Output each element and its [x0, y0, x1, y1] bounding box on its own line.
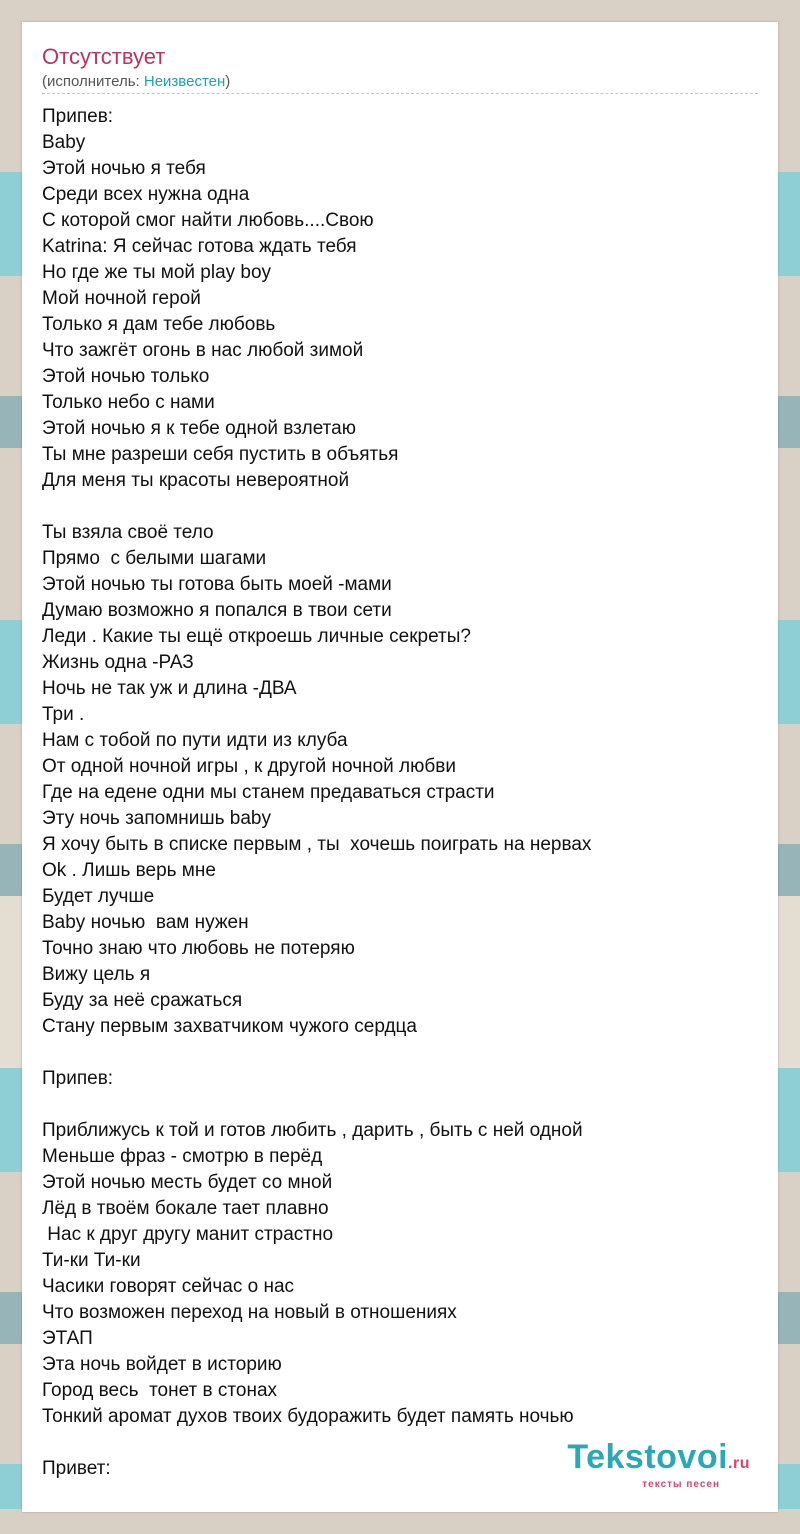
- lyric-line: Три .: [42, 704, 85, 725]
- lyric-line: [42, 494, 758, 520]
- lyric-line: Припев:: [42, 1068, 114, 1089]
- lyric-line: Baby ночью вам нужен: [42, 912, 249, 933]
- lyric-line: Эту ночь запомнишь baby: [42, 808, 271, 829]
- lyric-line: Ok . Лишь верь мне: [42, 860, 216, 881]
- site-logo[interactable]: [567, 1440, 750, 1490]
- lyrics-text: [42, 104, 758, 1482]
- lyric-line: Тонкий аромат духов твоих будоражить будет память ночью: [42, 1406, 574, 1427]
- lyric-line: Что зажгёт огонь в нас любой зимой: [42, 340, 364, 361]
- lyric-line: Припев:: [42, 106, 114, 127]
- lyric-line: От одной ночной игры , к другой ночной любви: [42, 756, 456, 777]
- artist-prefix: (исполнитель:: [42, 73, 144, 90]
- lyric-line: Жизнь одна -РАЗ: [42, 652, 194, 673]
- artist-line: [42, 73, 230, 90]
- lyric-line: Этой ночью только: [42, 366, 210, 387]
- lyric-line: Мой ночной герой: [42, 288, 201, 309]
- lyric-line: Лёд в твоём бокале тает плавно: [42, 1198, 329, 1219]
- header-divider: [42, 93, 758, 94]
- lyric-line: Этой ночью месть будет со мной: [42, 1172, 333, 1193]
- lyric-line: Ты мне разреши себя пустить в объятья: [42, 444, 399, 465]
- lyric-line: Леди . Какие ты ещё откроешь личные секреты?: [42, 626, 471, 647]
- artist-link[interactable]: Неизвестен: [143, 73, 226, 90]
- lyric-line: Прямо с белыми шагами: [42, 548, 267, 569]
- lyric-line: С которой смог найти любовь....Свою: [42, 210, 374, 231]
- lyric-line: Только небо с нами: [42, 392, 215, 413]
- lyric-line: Город весь тонет в стонах: [42, 1380, 278, 1401]
- lyric-line: Эта ночь войдет в историю: [42, 1354, 282, 1375]
- lyrics-card: [22, 22, 778, 1512]
- lyric-line: Стану первым захватчиком чужого сердца: [42, 1016, 417, 1037]
- lyric-line: Точно знаю что любовь не потеряю: [42, 938, 355, 959]
- lyric-line: Где на едене одни мы станем предаваться страсти: [42, 782, 495, 803]
- lyric-line: Привет:: [42, 1458, 111, 1479]
- lyric-line: Baby: [42, 132, 86, 153]
- logo-name: Tekstovoi: [567, 1438, 729, 1476]
- lyric-line: Среди всех нужна одна: [42, 184, 250, 205]
- lyric-line: Но где же ты мой play boy: [42, 262, 272, 283]
- lyric-line: Для меня ты красоты невероятной: [42, 470, 350, 491]
- lyric-line: Я хочу быть в списке первым , ты хочешь поиграть на нервах: [42, 834, 592, 855]
- logo-tagline: тексты песен: [642, 1479, 720, 1490]
- lyric-line: Приближусь к той и готов любить , дарить , быть с ней одной: [42, 1120, 583, 1141]
- lyric-line: Этой ночью я тебя: [42, 158, 206, 179]
- lyric-line: Этой ночью я к тебе одной взлетаю: [42, 418, 356, 439]
- lyric-line: Только я дам тебе любовь: [42, 314, 276, 335]
- lyric-line: Ты взяла своё тело: [42, 522, 214, 543]
- lyric-line: Часики говорят сейчас о нас: [42, 1276, 295, 1297]
- lyric-line: Вижу цель я: [42, 964, 151, 985]
- lyric-line: Меньше фраз - смотрю в перёд: [42, 1146, 323, 1167]
- lyric-line: Буду за неё сражаться: [42, 990, 243, 1011]
- logo-tld: .ru: [728, 1455, 750, 1472]
- lyric-line: [42, 1092, 758, 1118]
- lyric-line: Нам с тобой по пути идти из клуба: [42, 730, 348, 751]
- lyric-line: ЭТАП: [42, 1328, 93, 1349]
- lyric-line: Что возможен переход на новый в отношениях: [42, 1302, 457, 1323]
- lyric-line: Ти-ки Ти-ки: [42, 1250, 141, 1271]
- lyric-line: Будет лучше: [42, 886, 155, 907]
- lyric-line: Этой ночью ты готова быть моей -мами: [42, 574, 392, 595]
- song-title: Отсутствует: [42, 44, 166, 69]
- lyric-line: Нас к друг другу манит страстно: [42, 1224, 334, 1245]
- lyric-line: Katrina: Я сейчас готова ждать тебя: [42, 236, 357, 257]
- lyric-line: Ночь не так уж и длина -ДВА: [42, 678, 297, 699]
- lyric-line: [42, 1040, 758, 1066]
- lyric-line: Думаю возможно я попался в твои сети: [42, 600, 392, 621]
- artist-suffix: ): [225, 73, 231, 90]
